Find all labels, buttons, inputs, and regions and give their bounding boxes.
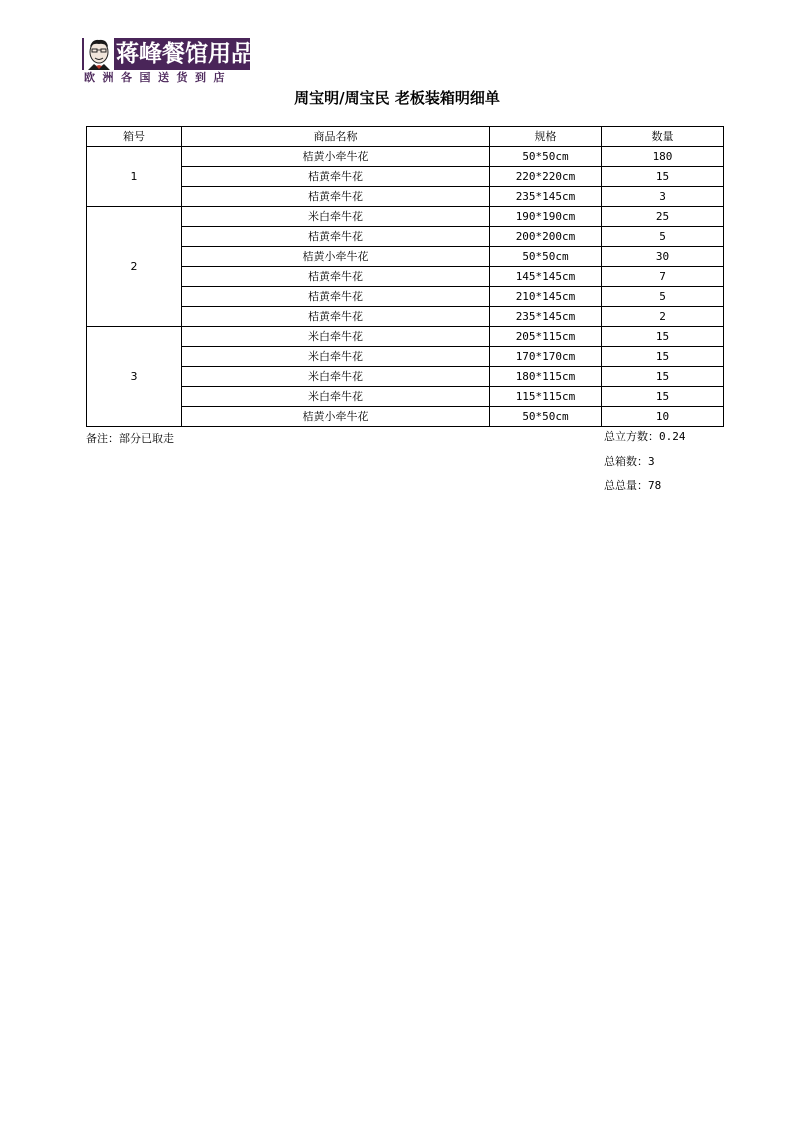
product-qty: 15: [602, 167, 724, 187]
box-number: 3: [87, 327, 182, 427]
product-spec: 115*115cm: [490, 387, 602, 407]
box-number: 1: [87, 147, 182, 207]
product-qty: 10: [602, 407, 724, 427]
table-row: [87, 387, 724, 407]
table-row: [87, 407, 724, 427]
product-qty: 15: [602, 327, 724, 347]
total-volume-value: 0.24: [659, 430, 686, 443]
document-title: 周宝明/周宝民 老板装箱明细单: [294, 89, 500, 107]
product-qty: 2: [602, 307, 724, 327]
product-qty: 15: [602, 347, 724, 367]
product-qty: 15: [602, 387, 724, 407]
product-name: 桔黄小牵牛花: [182, 147, 490, 167]
total-volume-label: 总立方数：: [604, 430, 659, 443]
product-qty: 15: [602, 367, 724, 387]
header-spec: 规格: [490, 127, 602, 147]
table-row: [87, 227, 724, 247]
logo-title: 蒋峰餐馆用品: [116, 41, 254, 67]
header-quantity: 数量: [602, 127, 724, 147]
product-spec: 170*170cm: [490, 347, 602, 367]
table-header-row: [87, 127, 724, 147]
table-row: [87, 327, 724, 347]
product-spec: 50*50cm: [490, 147, 602, 167]
product-spec: 50*50cm: [490, 407, 602, 427]
product-qty: 5: [602, 227, 724, 247]
remark-label: 备注：: [86, 432, 119, 445]
total-boxes-label: 总箱数：: [604, 455, 648, 468]
total-quantity-label: 总总量：: [604, 479, 648, 492]
remark-text: 部分已取走: [119, 432, 174, 445]
total-boxes-value: 3: [648, 455, 655, 468]
product-spec: 50*50cm: [490, 247, 602, 267]
header-product-name: 商品名称: [182, 127, 490, 147]
product-name: 米白牵牛花: [182, 207, 490, 227]
summary-total-volume: [604, 430, 686, 444]
product-qty: 3: [602, 187, 724, 207]
table-row: [87, 147, 724, 167]
table-row: [87, 207, 724, 227]
product-spec: 200*200cm: [490, 227, 602, 247]
product-qty: 7: [602, 267, 724, 287]
summary-total-boxes: [604, 455, 655, 469]
summary-total-quantity: [604, 479, 661, 493]
logo-subtitle: 欧洲各国送货到店: [84, 71, 232, 84]
remark: [86, 432, 174, 446]
product-spec: 145*145cm: [490, 267, 602, 287]
box-number: 2: [87, 207, 182, 327]
product-spec: 205*115cm: [490, 327, 602, 347]
table-row: [87, 267, 724, 287]
total-quantity-value: 78: [648, 479, 662, 492]
product-name: 米白牵牛花: [182, 387, 490, 407]
table-row: [87, 367, 724, 387]
product-spec: 190*190cm: [490, 207, 602, 227]
table-row: [87, 247, 724, 267]
product-name: 米白牵牛花: [182, 367, 490, 387]
product-name: 桔黄牵牛花: [182, 307, 490, 327]
product-name: 桔黄牵牛花: [182, 287, 490, 307]
table-row: [87, 287, 724, 307]
product-name: 米白牵牛花: [182, 327, 490, 347]
product-name: 桔黄牵牛花: [182, 267, 490, 287]
product-spec: 235*145cm: [490, 307, 602, 327]
product-spec: 180*115cm: [490, 367, 602, 387]
product-name: 桔黄小牵牛花: [182, 407, 490, 427]
packing-list-table: [86, 126, 724, 427]
product-spec: 235*145cm: [490, 187, 602, 207]
table-row: [87, 347, 724, 367]
product-spec: 220*220cm: [490, 167, 602, 187]
product-name: 米白牵牛花: [182, 347, 490, 367]
product-qty: 30: [602, 247, 724, 267]
product-qty: 180: [602, 147, 724, 167]
table-row: [87, 167, 724, 187]
product-qty: 25: [602, 207, 724, 227]
product-spec: 210*145cm: [490, 287, 602, 307]
table-row: [87, 187, 724, 207]
product-name: 桔黄牵牛花: [182, 167, 490, 187]
header-box-number: 箱号: [87, 127, 182, 147]
product-name: 桔黄小牵牛花: [182, 247, 490, 267]
product-name: 桔黄牵牛花: [182, 227, 490, 247]
product-name: 桔黄牵牛花: [182, 187, 490, 207]
company-logo: [82, 38, 252, 86]
product-qty: 5: [602, 287, 724, 307]
table-row: [87, 307, 724, 327]
